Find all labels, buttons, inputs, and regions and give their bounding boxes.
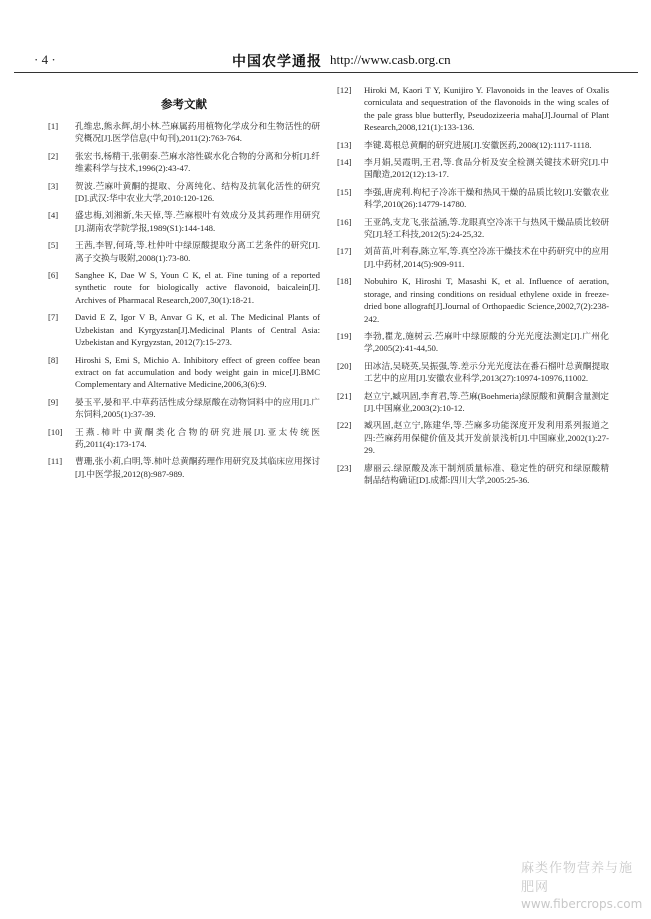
reference-number: [23] [337, 462, 352, 473]
reference-text: 臧巩固,赵立宁,陈建华,等.苎麻多功能深度开发利用系列报道之四:苎麻药用保健价值及其开发前景浅析[J].中国麻业,2002(1):27-29. [364, 420, 609, 456]
reference-text: 晏玉平,晏和平.中草药活性成分绿原酸在动物饲料中的应用[J].广东饲料,2005(1):37-39. [75, 396, 320, 420]
reference-number: [17] [337, 246, 352, 257]
reference-number: [8] [48, 354, 59, 365]
watermark [521, 857, 641, 911]
watermark-site-name: 麻类作物营养与施肥网 [521, 861, 634, 895]
reference-item [337, 419, 609, 456]
reference-text: 田冰洁,吴晓英,吴振强,等.差示分光光度法在番石榴叶总黄酮提取工艺中的应用[J].安徽农业科学,2013(27):10974-10976,11002. [364, 360, 609, 384]
reference-item [48, 354, 320, 391]
reference-text: 王燕.柿叶中黄酮类化合物的研究进展[J].亚太传统医药,2011(4):173-174. [75, 426, 320, 449]
reference-item [48, 120, 320, 145]
reference-number: [19] [337, 330, 352, 341]
reference-text: 张宏书,杨精干,张朝泰.苎麻水溶性碳水化合物的分离和分析[J].纤维素科学与技术,1996(2):43-47. [75, 150, 320, 174]
references-title: 参考文献 [161, 97, 207, 111]
journal-name: 中国农学通报 [232, 54, 322, 70]
reference-number: [1] [48, 121, 59, 131]
reference-item [337, 186, 609, 211]
reference-number: [20] [337, 360, 352, 371]
reference-item [337, 462, 609, 487]
page-header [14, 50, 638, 70]
reference-item [337, 245, 609, 270]
reference-text: 王亚鸽,支龙飞,张益涵,等.龙眼真空冷冻干与热风干燥品质比较研究[J].轻工科技,2012(5):24-25,32. [364, 216, 609, 240]
reference-number: [16] [337, 216, 352, 227]
reference-item [337, 390, 609, 415]
journal-url: http://www.casb.org.cn [330, 52, 451, 67]
references-right-column [337, 84, 609, 491]
reference-number: [3] [48, 180, 59, 191]
reference-text: 李强,唐虎利.枸杞子冷冻干燥和热风干燥的品质比较[J].安徽农业科学,2010(26):14779-14780. [364, 186, 609, 210]
watermark-site-url: www.fibercrops.com [521, 897, 643, 911]
reference-text: 贺波.苎麻叶黄酮的提取、分离纯化、结构及抗氧化活性的研究[D].武汉:华中农业大学,2010:120-126. [75, 180, 320, 204]
reference-number: [10] [48, 426, 63, 437]
reference-number: [18] [337, 276, 352, 287]
reference-text: Hiroki M, Kaori T Y, Kunijiro Y. Flavonoids in the leaves of Oxalis corniculata and sequestration of the flavonoids in the wing scales of the pale grass blue butterfly, Pseudozizeeria maha[J].Journal of Plant Research,2008,121(1):133-136. [364, 85, 609, 133]
reference-list-left [48, 120, 320, 480]
reference-item [48, 209, 320, 234]
reference-number: [12] [337, 85, 352, 95]
reference-list-right [337, 84, 609, 486]
header-rule [14, 72, 638, 73]
reference-text: 孔维忠,熊永辉,胡小林.苎麻属药用植物化学成分和生物活性的研究概况[J].医学信息(中旬刊),2011(2):763-764. [75, 121, 320, 144]
reference-number: [6] [48, 270, 59, 281]
reference-number: [9] [48, 396, 59, 407]
references-left-column [48, 94, 320, 485]
reference-text: 廖丽云.绿原酸及冻干制剂质量标准、稳定性的研究和绿原酸精制品结构确证[D].成都:四川大学,2005:25-36. [364, 462, 609, 485]
reference-number: [15] [337, 186, 352, 197]
reference-item [337, 275, 609, 325]
reference-number: [14] [337, 157, 352, 168]
reference-text: Hiroshi S, Emi S, Michio A. Inhibitory effect of green coffee bean extract on fat accumulation and body weight gain in mice[J].BMC Complementary and Alternative Medicine,2006,3(6):9. [75, 354, 320, 390]
reference-number: [22] [337, 420, 352, 431]
reference-number: [11] [48, 456, 63, 467]
reference-item [48, 455, 320, 480]
reference-item [337, 156, 609, 181]
reference-number: [13] [337, 139, 352, 150]
reference-number: [5] [48, 240, 59, 251]
reference-text: 赵立宁,臧巩固,李育君,等.苎麻(Boehmeria)绿原酸和黄酮含量测定[J].中国麻业,2003(2):10-12. [364, 390, 609, 413]
reference-item [48, 426, 320, 451]
reference-item [48, 311, 320, 348]
reference-number: [7] [48, 312, 59, 323]
reference-item [337, 84, 609, 134]
reference-item [337, 330, 609, 355]
reference-item [48, 396, 320, 421]
reference-text: 李月娟,吴霞明,王君,等.食品分析及安全检测关键技术研究[J].中国酿造,2012(12):13-17. [364, 157, 609, 180]
reference-text: 曹珊,张小莉,白明,等.柿叶总黄酮药理作用研究及其临床应用探讨[J].中医学报,2012(8):987-989. [75, 456, 320, 479]
reference-number: [2] [48, 150, 59, 161]
reference-text: Sanghee K, Dae W S, Youn C K, el at. Fine tuning of a reported synthetic route for biologically active flavonoid, baicalein[J]. Archives of Pharmacal Research,2007,30(1):18-21. [75, 270, 320, 305]
reference-item [48, 239, 320, 264]
reference-text: 盛忠梅,刘湘新,朱天倬,等.苎麻根叶有效成分及其药理作用研究[J].湖南农学院学报,1989(S1):144-148. [75, 210, 320, 233]
reference-text: Nobuhiro K, Hiroshi T, Masashi K, et al. Influence of aeration, storage, and rinsing conditions on residual ethylene oxide in freeze-dried bone allograft[J].Journal of Orthopaedic Science,2002,7(2):238-242. [364, 276, 609, 324]
page-number: · 4 · [34, 52, 56, 67]
reference-text: David E Z, Igor V B, Anvar G K, et al. The Medicinal Plants of Uzbekistan and Kyrgyzstan[J].Medicinal Plants of Central Asia: Uzbekistan and Kyrgyzstan, 2012(7):15-273. [75, 312, 320, 348]
reference-item [48, 269, 320, 306]
reference-text: 李键.葛根总黄酮的研究进展[J].安徽医药,2008(12):1117-1118. [364, 139, 592, 150]
reference-text: 王茜,李智,何琦,等.杜仲叶中绿原酸提取分离工艺条件的研究[J].离子交换与吸附,2008(1):73-80. [75, 240, 320, 263]
reference-text: 李勃,瞿龙,施树云.苎麻叶中绿原酸的分光光度法测定[J].广州化学,2005(2):41-44,50. [364, 330, 609, 354]
reference-text: 刘苗苗,叶利春,陈立军,等.真空冷冻干燥技术在中药研究中的应用[J].中药材,2014(5):909-911. [364, 246, 609, 269]
reference-item [48, 180, 320, 205]
reference-number: [4] [48, 210, 59, 221]
reference-item [337, 360, 609, 385]
reference-item [337, 216, 609, 241]
reference-item [337, 139, 609, 151]
reference-item [48, 150, 320, 175]
reference-number: [21] [337, 390, 352, 401]
